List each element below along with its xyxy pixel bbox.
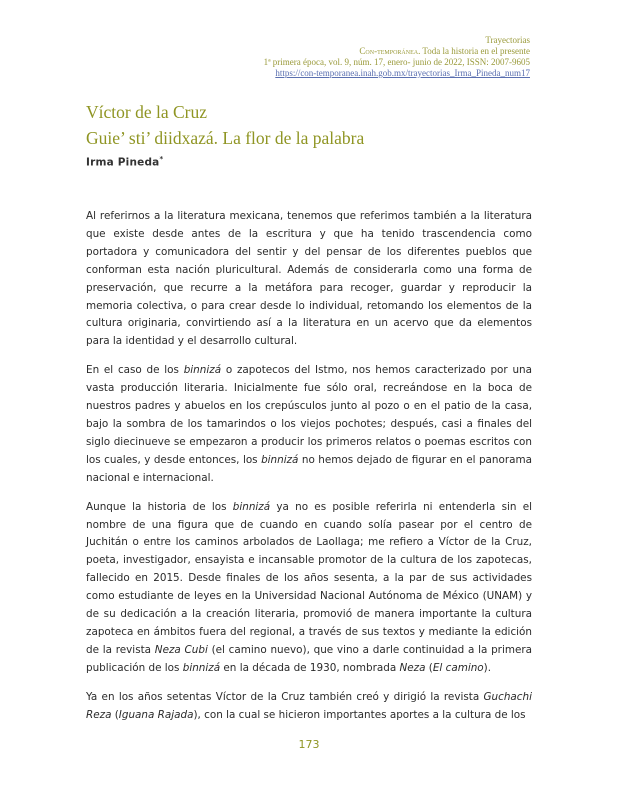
article-title: Víctor de la Cruz	[86, 102, 207, 122]
paragraph	[86, 208, 532, 351]
author-name	[86, 155, 536, 169]
page-number: 173	[298, 738, 320, 751]
author-name-text: Irma Pineda	[86, 156, 160, 169]
journal-name: Con-temporánea.	[359, 46, 421, 56]
text-run: Ya en los años setentas Víctor de la Cruz también creó y dirigió la revista	[86, 690, 484, 703]
journal-header	[264, 35, 530, 79]
text-run: ).	[483, 661, 492, 674]
italic-term: El camino	[432, 661, 484, 674]
text-run: en la década de 1930, nombrada	[220, 661, 400, 674]
italic-term: binnizá	[261, 453, 299, 466]
italic-term: Neza	[399, 661, 426, 674]
header-issue: 1ª primera época, vol. 9, núm. 17, enero- junio de 2022, ISSN: 2007-9605	[263, 57, 530, 67]
italic-term: Iguana Rajada	[118, 708, 194, 721]
italic-term: binnizá	[182, 661, 221, 674]
italic-term: Guchachi Reza	[86, 690, 532, 721]
text-run: ya no es posible referirla ni entenderla sin el nombre de una figura que de cuando en cuando solía pasear por el centro de Juchitán o entre los caminos arbolados de Laollaga; me refiero a Víctor de la Cruz, poeta, investigador, ensayista e incansable promotor de la cultura de los zapotecas, fallecido en 2015. Desde finales de los años sesenta, a la par de sus actividades como estudiante de leyes en la Universidad Nacional Autónoma de México (UNAM) y de su dedicación a la creación literaria, promovió de manera importante la cultura zapoteca en ámbitos fuera del regional, a través de sus textos y mediante la edición de la revista	[86, 500, 532, 656]
author-footnote-mark[interactable]: *	[159, 155, 164, 163]
text-run: o zapotecos del Istmo, nos hemos caracterizado por una vasta producción literaria. Inicialmente fue sólo oral, recreándose en la boca de nuestros padres y abuelos en los crepúsculos junto al pozo o en el patio de la casa, bajo la sombra de los tamarindos o los viejos pochotes; después, casi a finales del siglo diecinueve se empezaron a producir los primeros relatos o poemas escritos con los cuales, y desde entonces, los	[86, 364, 532, 466]
italic-term: binnizá	[183, 364, 222, 377]
text-run: (	[425, 661, 433, 674]
text-run: En el caso de los	[86, 364, 184, 377]
paragraph	[86, 499, 532, 678]
header-section: Trayectorias	[485, 35, 530, 45]
italic-term: binnizá	[232, 500, 271, 513]
article-url-link[interactable]: https://con-temporanea.inah.gob.mx/trayectorias_Irma_Pineda_num17	[275, 68, 530, 78]
article-subtitle: Guie’ sti’ diidxazá. La flor de la palabra	[86, 128, 365, 148]
text-run: Al referirnos a la literatura mexicana, tenemos que referimos también a la literatura que existe desde antes de la escritura y que ha tenido trascendencia como portadora y comunicadora del sentir y del pensar de los diferentes pueblos que conforman esta nación pluricultural. Además de considerarla como una forma de preservación, que recurre a la metáfora para recoger, guardar y reproducir la memoria colectiva, o para crear desde lo individual, retomando los elementos de la cultura originaria, convirtiendo así a la literatura en un acervo que da elementos para la identidad y el desarrollo cultural.	[86, 210, 532, 348]
article-body	[86, 208, 532, 735]
journal-tagline: Toda la historia en el presente	[420, 46, 530, 56]
paragraph	[86, 362, 532, 487]
text-run: ), con la cual se hicieron importantes aportes a la cultura de los	[193, 708, 526, 721]
text-run: Aunque la historia de los	[86, 500, 233, 513]
header-journal	[264, 46, 530, 57]
italic-term: Neza Cubi	[154, 643, 208, 656]
paragraph	[86, 689, 532, 725]
text-run: (	[111, 708, 119, 721]
text-run: no hemos dejado de figurar en el panorama nacional e internacional.	[86, 453, 532, 484]
text-run: (el camino nuevo), que vino a darle continuidad a la primera publicación de los	[86, 643, 532, 674]
article-title-block	[86, 99, 536, 169]
